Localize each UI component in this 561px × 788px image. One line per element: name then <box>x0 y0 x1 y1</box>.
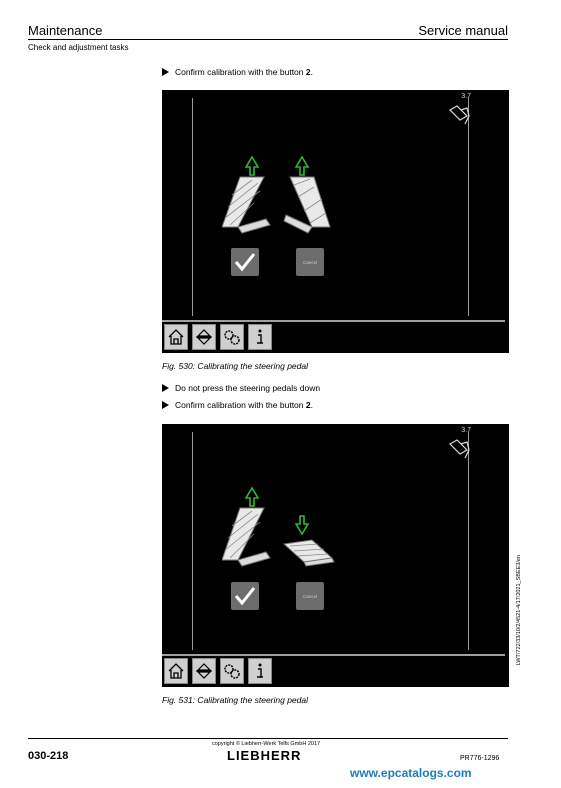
home-icon <box>167 328 185 346</box>
left-pedal-icon <box>222 486 282 578</box>
checkmark-icon <box>234 252 256 272</box>
bullet-arrow-icon <box>162 68 169 76</box>
subsection-title: Check and adjustment tasks <box>28 43 129 52</box>
footer-divider <box>28 738 508 739</box>
up-down-arrows-icon <box>195 328 213 346</box>
confirm-button[interactable] <box>231 248 259 276</box>
step-text: Confirm calibration with the button <box>175 67 306 77</box>
scroll-button[interactable] <box>192 658 216 684</box>
screen-toolbar <box>162 320 505 353</box>
info-icon <box>251 328 269 346</box>
version-number: 3.7 <box>461 93 471 100</box>
info-button[interactable] <box>248 324 272 350</box>
scroll-button[interactable] <box>192 324 216 350</box>
checkmark-icon <box>234 586 256 606</box>
gears-icon <box>223 662 241 680</box>
info-icon <box>251 662 269 680</box>
steering-wheel-icon <box>447 102 473 128</box>
bullet-arrow-icon <box>162 401 169 409</box>
step-text: Do not press the steering pedals down <box>175 383 321 393</box>
cancel-button[interactable]: Cancel <box>296 582 324 610</box>
bullet-arrow-icon <box>162 384 169 392</box>
display-screen-figure-530 <box>162 90 509 353</box>
screen-toolbar <box>162 654 505 687</box>
up-down-arrows-icon <box>195 662 213 680</box>
green-arrow-up-icon <box>246 488 258 506</box>
figure-caption: Fig. 531: Calibrating the steering pedal <box>162 695 309 705</box>
settings-button[interactable] <box>220 324 244 350</box>
instruction-step <box>162 383 320 393</box>
home-button[interactable] <box>164 324 188 350</box>
step-suffix: . <box>310 67 313 77</box>
settings-button[interactable] <box>220 658 244 684</box>
green-arrow-up-icon <box>246 157 258 175</box>
green-arrow-up-icon <box>296 157 308 175</box>
header-divider <box>28 39 508 40</box>
manual-title: Service manual <box>418 23 508 38</box>
green-arrow-down-icon <box>296 516 308 534</box>
copyright-text: copyright © Liebherr-Werk Telfs GmbH 2017 <box>212 741 321 747</box>
info-button[interactable] <box>248 658 272 684</box>
document-code: LWT/722/33/10/2/4521-4/17/2021_SBEE3/en <box>516 555 522 666</box>
step-bold: 2 <box>305 67 311 77</box>
page-number: 030-218 <box>28 750 69 762</box>
section-title: Maintenance <box>28 23 103 38</box>
step-suffix: . <box>310 400 313 410</box>
home-button[interactable] <box>164 658 188 684</box>
instruction-step <box>162 400 313 410</box>
step-text: Confirm calibration with the button <box>175 400 306 410</box>
right-pedal-icon <box>282 155 342 245</box>
gears-icon <box>223 328 241 346</box>
screen-divider <box>468 432 469 650</box>
version-number: 3.7 <box>461 427 471 434</box>
instruction-step <box>162 67 313 77</box>
brand-logo: LIEBHERR <box>227 748 302 763</box>
confirm-button[interactable] <box>231 582 259 610</box>
figure-caption: Fig. 530: Calibrating the steering pedal <box>162 361 309 371</box>
right-pedal-icon <box>282 514 342 574</box>
watermark-link[interactable]: www.epcatalogs.com <box>350 766 472 780</box>
display-screen-figure-531 <box>162 424 509 687</box>
left-pedal-icon <box>222 155 282 245</box>
screen-divider <box>192 98 193 316</box>
screen-divider <box>468 98 469 316</box>
screen-divider <box>192 432 193 650</box>
home-icon <box>167 662 185 680</box>
cancel-button[interactable]: Cancel <box>296 248 324 276</box>
model-number: PR776-1296 <box>460 755 500 762</box>
step-bold: 2 <box>305 400 311 410</box>
steering-wheel-icon <box>447 436 473 462</box>
